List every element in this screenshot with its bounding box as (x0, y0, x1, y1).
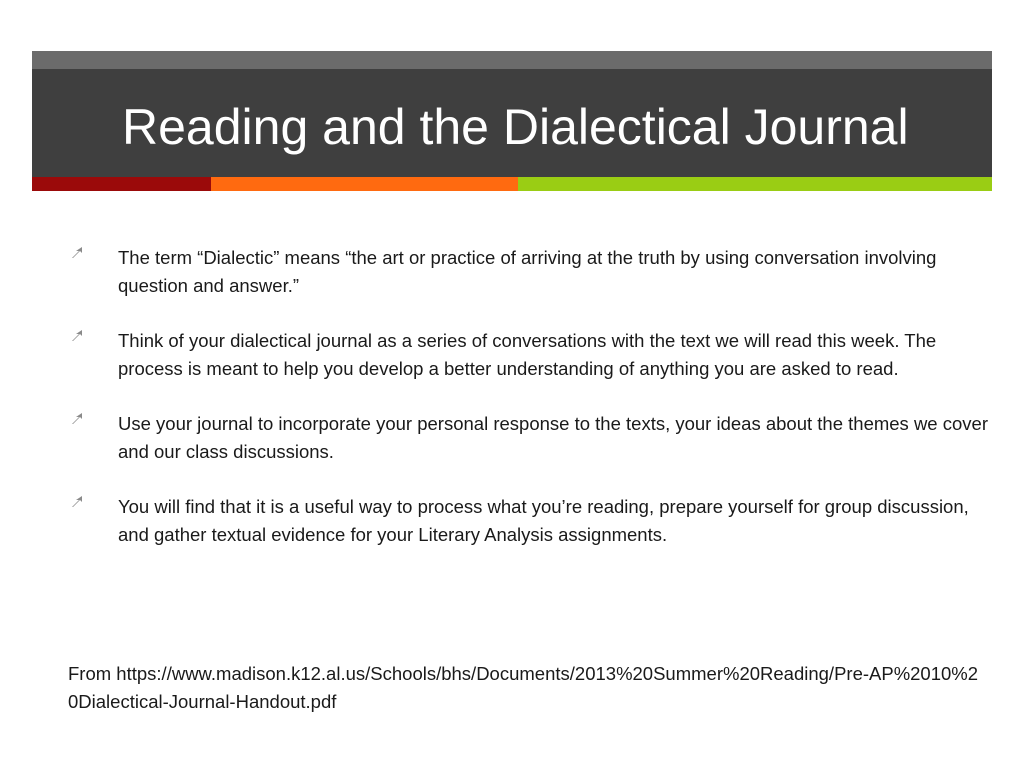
source-citation: From https://www.madison.k12.al.us/Schools/bhs/Documents/2013%20Summer%20Reading/Pre-AP%2010%20Dialectical-Journal-Handout.pdf (68, 663, 979, 712)
bullet-text: Use your journal to incorporate your personal response to the texts, your ideas about the themes we cover and our class discussions. (118, 413, 988, 462)
accent-strip (32, 177, 992, 191)
bullet-item (68, 493, 988, 548)
bullet-item (68, 327, 988, 382)
bullet-text: You will find that it is a useful way to process what you’re reading, prepare yourself for group discussion, and gather textual evidence for your Literary Analysis assignments. (118, 496, 969, 545)
arrow-up-right-icon (70, 329, 84, 343)
bullet-list (68, 244, 988, 576)
bullet-item (68, 410, 988, 465)
bullet-text: Think of your dialectical journal as a series of conversations with the text we will read this week. The process is meant to help you develop a better understanding of anything you are asked to read. (118, 330, 937, 379)
accent-segment-orange (211, 177, 518, 191)
title-bar-top-band (32, 51, 992, 69)
accent-segment-red (32, 177, 211, 191)
arrow-up-right-icon (70, 495, 84, 509)
title-bar (32, 51, 992, 177)
arrow-up-right-icon (70, 246, 84, 260)
arrow-up-right-icon (70, 412, 84, 426)
bullet-text: The term “Dialectic” means “the art or practice of arriving at the truth by using conversation involving question and answer.” (118, 247, 937, 296)
slide-title: Reading and the Dialectical Journal (122, 99, 909, 155)
accent-segment-green (518, 177, 992, 191)
bullet-item (68, 244, 988, 299)
